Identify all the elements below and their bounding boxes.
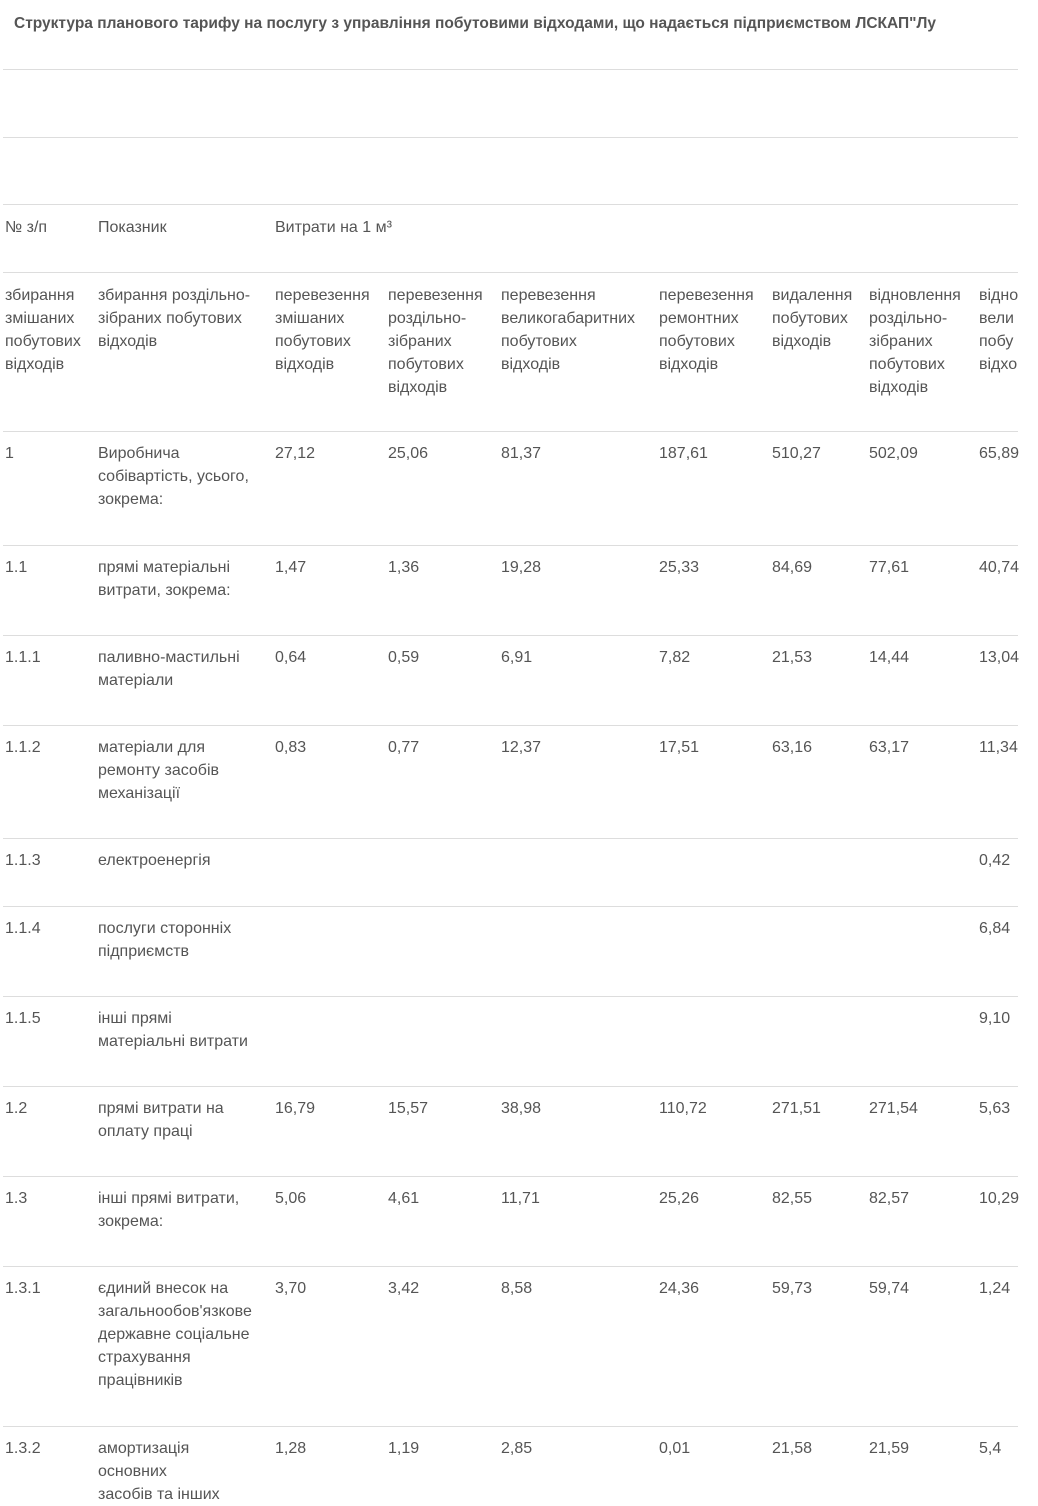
table-cell: 11,34 <box>979 739 1018 756</box>
table-cell: 40,74 <box>979 559 1020 576</box>
row-indicator: паливно-мастильні матеріали <box>98 649 240 689</box>
row-divider <box>3 1086 1018 1087</box>
table-cell: 502,09 <box>869 445 918 462</box>
row-indicator: інші прямі витрати, зокрема: <box>98 1190 240 1230</box>
row-divider <box>3 1176 1018 1177</box>
table-cell: 65,89 <box>979 445 1020 462</box>
table-cell: 15,57 <box>388 1100 429 1117</box>
table-cell: 0,83 <box>275 739 307 756</box>
row-indicator: електроенергія <box>98 852 211 869</box>
table-cell: 8,58 <box>501 1280 533 1297</box>
row-divider <box>3 1266 1018 1267</box>
row-divider <box>3 204 1018 205</box>
table-cell: 7,82 <box>659 649 691 666</box>
table-cell: 3,42 <box>388 1280 420 1297</box>
row-divider <box>3 635 1018 636</box>
header-subcolumn: відновлення роздільно- зібраних побутових відходів <box>869 287 961 396</box>
table-cell: 510,27 <box>772 445 821 462</box>
table-cell: 10,29 <box>979 1190 1020 1207</box>
table-cell: 5,06 <box>275 1190 307 1207</box>
row-divider <box>3 545 1018 546</box>
table-cell: 25,06 <box>388 445 429 462</box>
table-cell: 25,33 <box>659 559 700 576</box>
table-cell: 21,53 <box>772 649 813 666</box>
table-cell: 6,84 <box>979 920 1011 937</box>
row-divider <box>3 137 1018 138</box>
table-cell: 2,85 <box>501 1440 533 1457</box>
header-subcolumn: видалення побутових відходів <box>772 287 853 350</box>
header-subcolumn: збирання змішаних побутових відходів <box>5 287 81 373</box>
table-cell: 4,61 <box>388 1190 420 1207</box>
table-cell: 24,36 <box>659 1280 700 1297</box>
table-cell: 17,51 <box>659 739 700 756</box>
row-indicator: Виробнича собівартість, усього, зокрема: <box>98 445 249 508</box>
table-cell: 12,37 <box>501 739 542 756</box>
row-indicator: інші прямі матеріальні витрати <box>98 1010 248 1050</box>
table-cell: 63,17 <box>869 739 910 756</box>
row-divider <box>3 996 1018 997</box>
table-cell: 21,58 <box>772 1440 813 1457</box>
row-number: 1.2 <box>5 1100 28 1117</box>
table-cell: 77,61 <box>869 559 910 576</box>
header-subcolumn: перевезення змішаних побутових відходів <box>275 287 370 373</box>
table-cell: 82,57 <box>869 1190 910 1207</box>
table-cell: 9,10 <box>979 1010 1011 1027</box>
table-cell: 0,77 <box>388 739 420 756</box>
row-number: 1.1.5 <box>5 1010 41 1027</box>
header-subcolumn: перевезення великогабаритних побутових відходів <box>501 287 636 373</box>
table-cell: 0,01 <box>659 1440 691 1457</box>
header-subcolumn: перевезення роздільно- зібраних побутових відходів <box>388 287 483 396</box>
row-number: 1.3.1 <box>5 1280 41 1297</box>
table-cell: 84,69 <box>772 559 813 576</box>
row-number: 1.1.1 <box>5 649 41 666</box>
table-cell: 27,12 <box>275 445 316 462</box>
header-subcolumn: збирання роздільно- зібраних побутових відходів <box>98 287 251 350</box>
row-indicator: послуги сторонніх підприємств <box>98 920 232 960</box>
table-cell: 59,74 <box>869 1280 910 1297</box>
row-indicator: прямі матеріальні витрати, зокрема: <box>98 559 231 599</box>
table-cell: 21,59 <box>869 1440 910 1457</box>
table-cell: 81,37 <box>501 445 542 462</box>
table-cell: 187,61 <box>659 445 708 462</box>
table-cell: 271,51 <box>772 1100 821 1117</box>
row-divider <box>3 69 1018 70</box>
table-cell: 38,98 <box>501 1100 542 1117</box>
row-indicator: амортизація основних засобів та інших <box>98 1440 220 1503</box>
header-number: № з/п <box>5 219 48 236</box>
row-number: 1.1.2 <box>5 739 41 756</box>
table-cell: 14,44 <box>869 649 910 666</box>
row-number: 1.3.2 <box>5 1440 41 1457</box>
row-indicator: матеріали для ремонту засобів механізації <box>98 739 220 802</box>
header-indicator: Показник <box>98 219 167 236</box>
table-cell: 5,63 <box>979 1100 1011 1117</box>
row-indicator: єдиний внесок на загальнообов'язкове державне соціальне страхування працівників <box>98 1280 252 1389</box>
table-cell: 5,4 <box>979 1440 1002 1457</box>
table-cell: 16,79 <box>275 1100 316 1117</box>
row-number: 1.1.4 <box>5 920 41 937</box>
tariff-structure-table <box>3 0 1020 1503</box>
row-divider <box>3 838 1018 839</box>
row-divider <box>3 272 1018 273</box>
row-number: 1.1.3 <box>5 852 41 869</box>
header-subcolumn: відно вели побу відхо <box>979 287 1019 373</box>
table-cell: 63,16 <box>772 739 813 756</box>
table-cell: 11,71 <box>501 1190 540 1207</box>
row-divider <box>3 1426 1018 1427</box>
header-subcolumn: перевезення ремонтних побутових відходів <box>659 287 754 373</box>
table-cell: 25,26 <box>659 1190 700 1207</box>
row-number: 1.1 <box>5 559 28 576</box>
row-divider <box>3 725 1018 726</box>
table-cell: 3,70 <box>275 1280 307 1297</box>
table-cell: 110,72 <box>659 1100 707 1117</box>
table-cell: 271,54 <box>869 1100 918 1117</box>
table-cell: 6,91 <box>501 649 533 666</box>
table-cell: 1,24 <box>979 1280 1011 1297</box>
page-title: Структура планового тарифу на послугу з управління побутовими відходами, що надається підприємством ЛСКАП"Лу <box>14 15 936 32</box>
row-divider <box>3 431 1018 432</box>
table-cell: 59,73 <box>772 1280 813 1297</box>
row-divider <box>3 906 1018 907</box>
table-cell: 19,28 <box>501 559 542 576</box>
header-costs-per-m3: Витрати на 1 м³ <box>275 219 392 236</box>
table-cell: 0,59 <box>388 649 420 666</box>
table-cell: 1,47 <box>275 559 307 576</box>
table-cell: 0,42 <box>979 852 1011 869</box>
table-cell: 1,28 <box>275 1440 307 1457</box>
table-cell: 0,64 <box>275 649 307 666</box>
row-indicator: прямі витрати на оплату праці <box>98 1100 224 1140</box>
table-cell: 82,55 <box>772 1190 813 1207</box>
table-cell: 13,04 <box>979 649 1020 666</box>
row-number: 1 <box>5 445 14 462</box>
table-cell: 1,19 <box>388 1440 420 1457</box>
row-number: 1.3 <box>5 1190 28 1207</box>
table-cell: 1,36 <box>388 559 420 576</box>
